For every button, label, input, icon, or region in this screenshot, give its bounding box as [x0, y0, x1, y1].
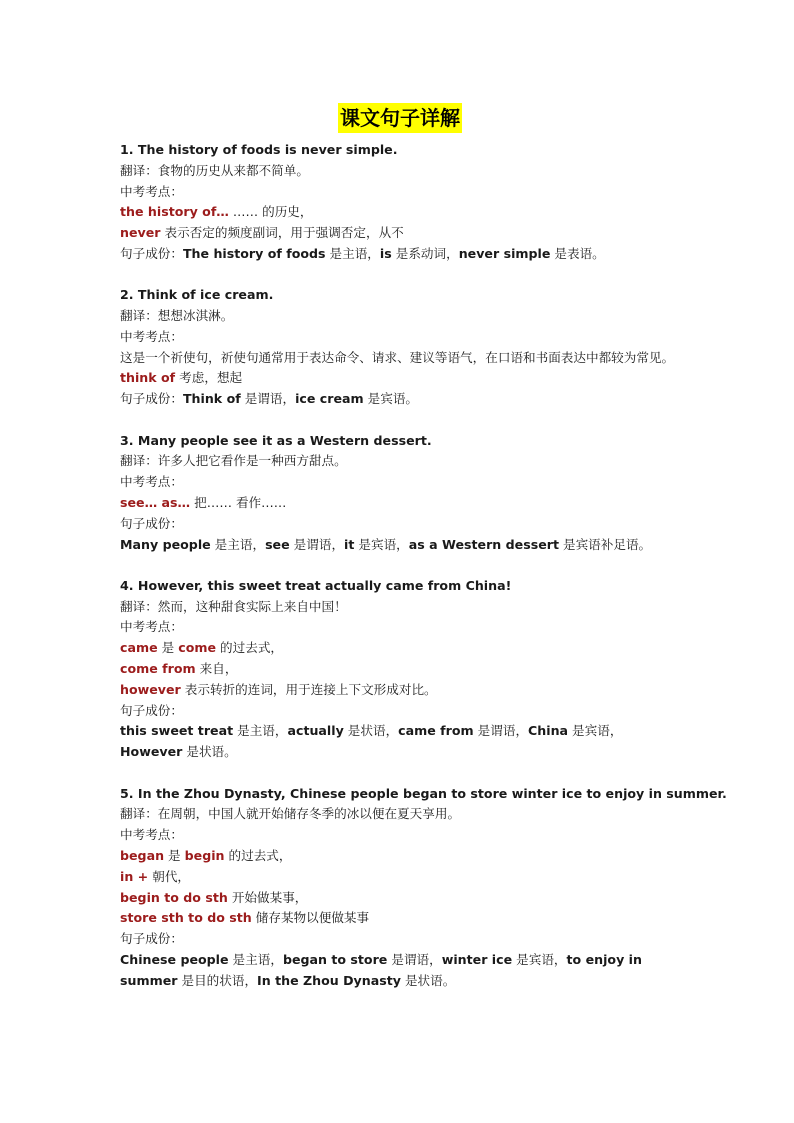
component-role: 是主语， — [210, 536, 266, 552]
component-phrase: However — [120, 744, 183, 760]
point-term: in + — [120, 868, 149, 884]
sentence-heading: 3. Many people see it as a Western dessert. — [120, 432, 432, 448]
component-phrase: never simple — [458, 245, 551, 261]
component-phrase: winter ice — [441, 951, 513, 967]
component-role: 是宾语。 — [363, 391, 419, 407]
exam-point — [120, 659, 680, 680]
component-role: 是表语。 — [550, 245, 605, 261]
exam-point — [120, 867, 680, 888]
translation: 翻译：许多人把它看作是一种西方甜点。 — [120, 453, 347, 469]
component-phrase: this sweet treat — [120, 723, 234, 739]
component-role: 是状语。 — [182, 744, 237, 760]
component-phrase: to enjoy in summer — [120, 951, 642, 988]
components-label: 句子成份： — [120, 931, 183, 947]
exam-label: 中考考点： — [120, 328, 183, 344]
point-term: came — [120, 640, 158, 656]
point-term: come — [178, 640, 217, 656]
exam-point — [120, 493, 680, 514]
component-role: 是目的状语， — [177, 972, 258, 988]
point-term: begin to do sth — [120, 889, 228, 905]
sentence-heading: 2. Think of ice cream. — [120, 287, 274, 303]
point-desc: 把…… 看作…… — [190, 494, 287, 510]
section-5 — [120, 784, 727, 992]
exam-point — [120, 908, 680, 929]
component-role: 是主语， — [325, 245, 380, 261]
point-desc: 表示转折的连词，用于连接上下文形成对比。 — [180, 681, 437, 697]
section-1 — [120, 140, 680, 265]
translation: 翻译：在周朝，中国人就开始储存冬季的冰以便在夏天享用。 — [120, 806, 461, 822]
sentence-heading: 4. However, this sweet treat actually came from China! — [120, 577, 512, 593]
components-line — [120, 950, 680, 992]
component-role: 是主语， — [233, 723, 288, 739]
sentence-heading: 1. The history of foods is never simple. — [120, 142, 398, 157]
component-phrase: actually — [287, 723, 344, 739]
exam-point — [120, 202, 680, 223]
point-term: however — [120, 681, 181, 697]
components-label: 句子成份： — [120, 245, 183, 261]
component-role: 是宾语补足语。 — [558, 536, 652, 552]
component-phrase: as a Western dessert — [408, 536, 559, 552]
component-phrase: see — [265, 536, 290, 552]
exam-point — [120, 638, 680, 659]
point-term: began — [120, 847, 165, 863]
point-desc: 来自， — [195, 661, 238, 677]
component-role: 是主语， — [228, 951, 283, 967]
title-wrap — [120, 103, 680, 133]
grammar-note: 这是一个祈使句，祈使句通常用于表达命令、请求、建议等语气，在口语和书面表达中都较为常见。 — [120, 349, 675, 365]
point-term: see… as… — [120, 494, 191, 510]
component-phrase: it — [344, 536, 355, 552]
component-role: 是谓语， — [473, 723, 529, 739]
component-role: 是谓语， — [289, 536, 345, 552]
component-role: 是状语。 — [400, 972, 456, 988]
exam-point — [120, 368, 680, 389]
point-term: think of — [120, 370, 176, 386]
components-label: 句子成份： — [120, 515, 183, 531]
sentence-heading: 5. In the Zhou Dynasty, Chinese people began to store winter ice to enjoy in summer. — [120, 785, 727, 801]
component-phrase: began to store — [282, 951, 388, 967]
page-title: 课文句子详解 — [338, 103, 462, 133]
component-phrase: ice cream — [295, 391, 364, 407]
exam-label: 中考考点： — [120, 183, 183, 199]
point-term: store sth to do sth — [120, 910, 252, 926]
component-phrase: Chinese people — [120, 951, 229, 967]
translation: 翻译：食物的历史从来都不简单。 — [120, 162, 309, 178]
point-desc: 朝代， — [148, 868, 191, 884]
point-desc: 的过去式， — [224, 847, 292, 863]
components-label: 句子成份： — [120, 702, 183, 718]
document-page — [120, 103, 727, 991]
exam-label: 中考考点： — [120, 619, 183, 635]
section-2 — [120, 285, 680, 410]
component-phrase: is — [379, 245, 392, 261]
point-term: begin — [184, 847, 225, 863]
component-role: 是谓语， — [387, 951, 442, 967]
point-desc: 表示否定的频度副词，用于强调否定，从不 — [160, 225, 404, 241]
point-desc: 储存某物以便做某事 — [251, 910, 370, 926]
component-phrase: came from — [398, 723, 474, 739]
exam-label: 中考考点： — [120, 474, 183, 490]
component-role: 是宾语， — [512, 951, 567, 967]
component-role: 是系动词， — [391, 245, 459, 261]
components-line — [120, 389, 680, 410]
component-role: 是谓语， — [240, 391, 296, 407]
components-line — [120, 535, 680, 556]
section-3 — [120, 431, 680, 556]
point-term: never — [120, 225, 161, 241]
exam-point — [120, 223, 680, 244]
point-desc: …… 的历史， — [228, 204, 313, 220]
component-phrase: In the Zhou Dynasty — [257, 972, 401, 988]
component-phrase: China — [528, 723, 569, 739]
components-line — [120, 721, 680, 763]
point-desc: 开始做某事， — [227, 889, 308, 905]
component-phrase: Think of — [182, 391, 241, 407]
point-mid: 是 — [157, 640, 179, 656]
point-term: the history of… — [120, 204, 229, 220]
point-desc: 考虑，想起 — [175, 370, 243, 386]
section-4 — [120, 576, 680, 763]
point-desc: 的过去式， — [216, 640, 284, 656]
component-phrase: The history of foods — [182, 245, 326, 261]
component-role: 是状语， — [343, 723, 399, 739]
component-role: 是宾语， — [568, 723, 623, 739]
translation: 翻译：然而，这种甜食实际上来自中国！ — [120, 598, 347, 614]
exam-label: 中考考点： — [120, 827, 183, 843]
components-line — [120, 244, 680, 265]
exam-point — [120, 680, 680, 701]
component-phrase: Many people — [120, 536, 211, 552]
component-role: 是宾语， — [354, 536, 409, 552]
exam-point — [120, 888, 680, 909]
components-label: 句子成份： — [120, 391, 183, 407]
exam-point — [120, 846, 680, 867]
point-mid: 是 — [164, 847, 185, 863]
translation: 翻译：想想冰淇淋。 — [120, 308, 234, 324]
point-term: come from — [120, 661, 196, 677]
